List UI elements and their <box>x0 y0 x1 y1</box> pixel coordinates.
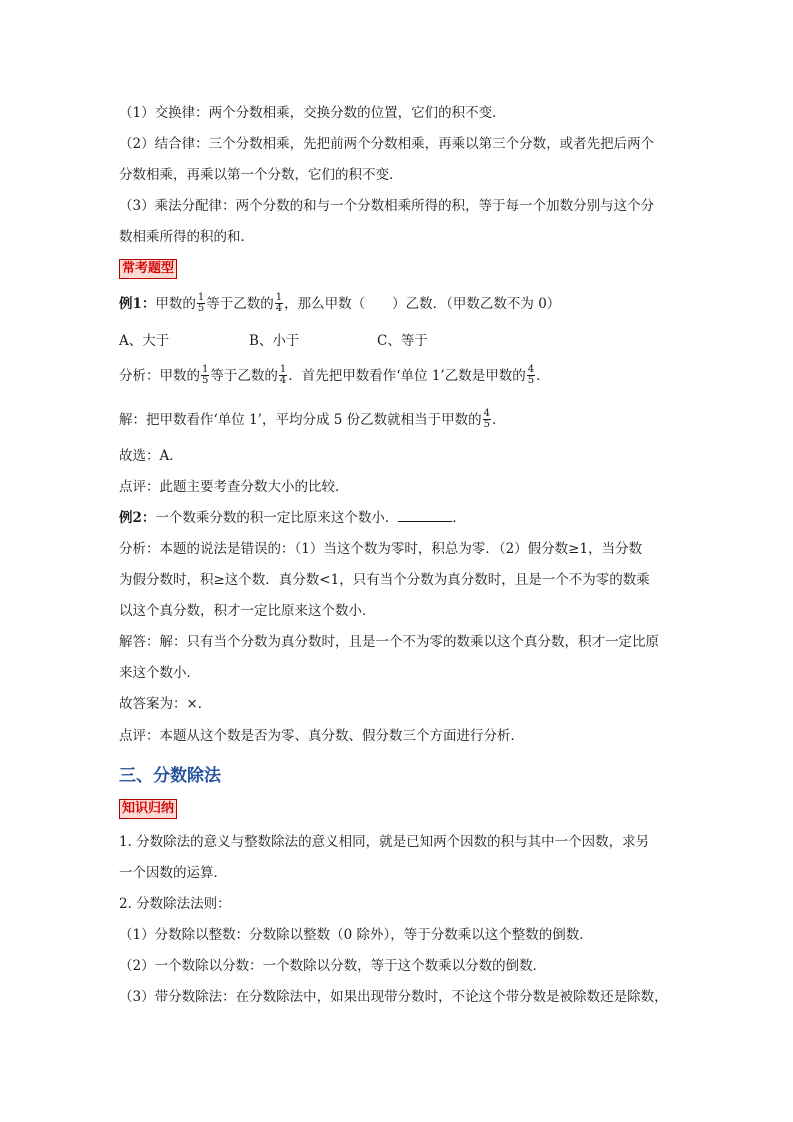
section-badge-knowledge-summary: 知识归纳 <box>119 799 177 819</box>
law-distributive-line2: 数相乘所得的积的和． <box>119 229 254 245</box>
fraction-four-fifths: $\frac{4}{5}$ <box>527 364 535 386</box>
badge-row-2 <box>119 799 679 819</box>
law-commutative: （1）交换律：两个分数相乘，交换分数的位置，它们的积不变． <box>119 105 506 121</box>
example2-analysis-1: 分析：本题的说法是错误的：（1）当这个数为零时，积总为零．（2）假分数≥1，当分数 <box>119 541 643 557</box>
option-b: B、小于 <box>249 333 300 349</box>
fraction-one-fourth: $\frac{1}{4}$ <box>275 292 283 314</box>
example1-text-3: ，那么甲数（ ）乙数．（甲数乙数不为 0） <box>284 296 561 312</box>
example1-analysis: 分析：甲数的 $\frac{1}{5}$ 等于乙数的 $\frac{1}{4}$ ．首先把甲数看作‘单位 1’乙数是甲数的 $\frac{4}{5}$ ． <box>119 364 550 386</box>
example1-question <box>119 294 679 315</box>
badge-row-1 <box>119 259 679 279</box>
example2-answer-1: 解答：解：只有当个分数为真分数时，且是一个不为零的数乘以这个真分数，积才一定比原 <box>119 634 659 650</box>
law-associative-line1: （2）结合律：三个分数相乘，先把前两个分数相乘，再乘以第三个分数，或者先把后两个 <box>119 136 655 152</box>
division-rules-title: 2. 分数除法法则： <box>119 896 231 912</box>
example2-question: 例2：一个数乘分数的积一定比原来这个数小． ． <box>119 510 466 526</box>
division-rule-1: （1）分数除以整数：分数除以整数（0 除外），等于分数乘以这个整数的倒数． <box>119 927 593 943</box>
example1-text-1: 甲数的 <box>155 296 196 312</box>
division-meaning-line1: 1. 分数除法的意义与整数除法的意义相同，就是已知两个因数的积与其中一个因数，求另 <box>119 834 650 850</box>
fraction-one-fourth: $\frac{1}{4}$ <box>279 364 287 386</box>
example1-review: 点评：此题主要考查分数大小的比较． <box>119 479 349 495</box>
example2-label: 例2： <box>119 510 156 526</box>
example1-solution: 解：把甲数看作‘单位 1’，平均分成 5 份乙数就相当于甲数的 $\frac{4}{5}$ ． <box>119 408 506 430</box>
example1-label: 例1： <box>119 296 156 312</box>
law-distributive-line1: （3）乘法分配律：两个分数的和与一个分数相乘所得的积，等于每一个加数分别与这个分 <box>119 198 655 214</box>
fraction-one-fifth: $\frac{1}{5}$ <box>197 292 205 314</box>
example2-review: 点评：本题从这个数是否为零、真分数、假分数三个方面进行分析． <box>119 728 524 744</box>
option-c: C、等于 <box>377 333 428 349</box>
example2-analysis-3: 以这个真分数，积才一定比原来这个数小． <box>119 603 376 619</box>
example1-text-2: 等于乙数的 <box>206 296 274 312</box>
division-rule-3: （3）带分数除法：在分数除法中，如果出现带分数时，不论这个带分数是被除数还是除数， <box>119 989 668 1005</box>
example1-choice: 故选：A． <box>119 448 183 464</box>
fraction-one-fifth: $\frac{1}{5}$ <box>202 364 209 386</box>
example2-final: 故答案为：×． <box>119 696 212 712</box>
example1-options <box>119 332 679 350</box>
example2-answer-2: 来这个数小． <box>119 665 200 681</box>
section-badge-common-questions: 常考题型 <box>119 259 177 279</box>
division-rule-2: （2）一个数除以分数：一个数除以分数，等于这个数乘以分数的倒数． <box>119 958 547 974</box>
section-heading-fraction-division: 三、分数除法 <box>119 766 221 786</box>
example2-analysis-2: 为假分数时，积≥这个数．真分数<1，只有当个分数为真分数时，且是一个不为零的数乘 <box>119 572 650 588</box>
option-a: A、大于 <box>119 333 170 349</box>
fraction-four-fifths: $\frac{4}{5}$ <box>483 408 491 430</box>
answer-blank <box>398 509 452 522</box>
division-meaning-line2: 一个因数的运算． <box>119 865 227 881</box>
law-associative-line2: 分数相乘，再乘以第一个分数，它们的积不变． <box>119 167 403 183</box>
